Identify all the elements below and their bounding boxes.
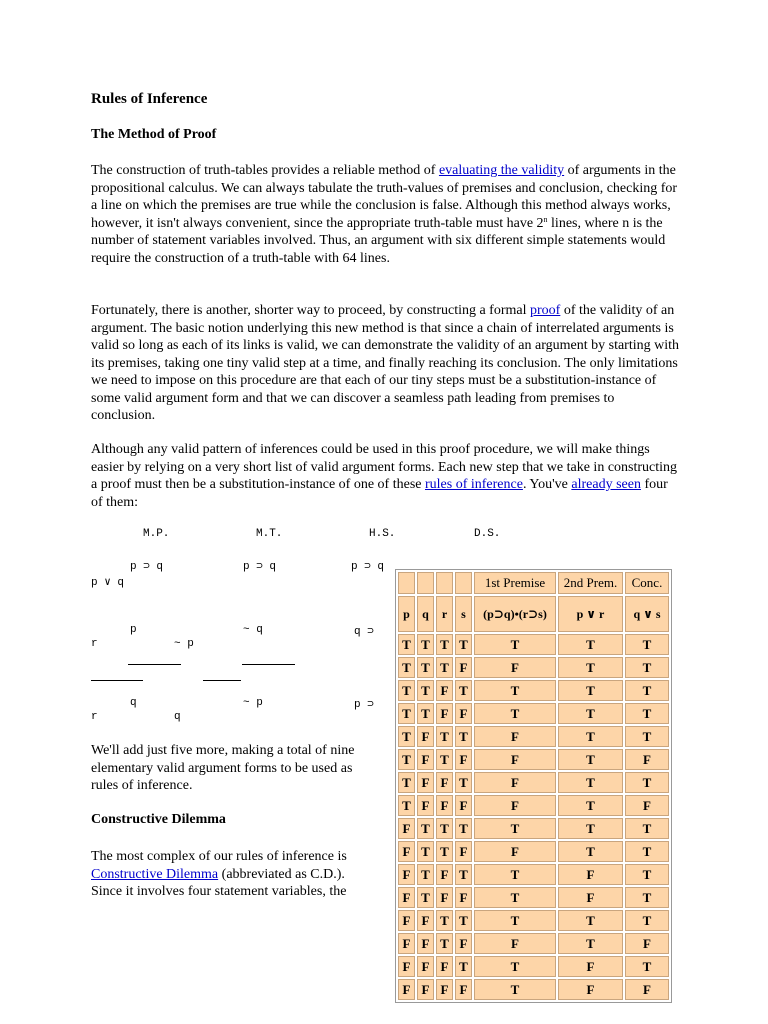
table-cell: F [398,864,415,885]
table-cell: T [474,887,556,908]
ds-premise-1: p ∨ q [91,577,125,589]
superscript-n: n [543,214,548,224]
table-cell: Conc. [625,572,669,594]
table-cell: T [417,657,434,678]
p1-text-a: The construction of truth-tables provides a reliable method of [91,163,439,178]
mt-premise-2: ~ q [243,624,263,636]
table-row [398,910,669,931]
table-cell: T [474,910,556,931]
table-cell: T [417,887,434,908]
table-cell [436,572,453,594]
table-cell: T [558,818,623,839]
table-cell: F [436,887,453,908]
table-cell: F [436,956,453,977]
p5-text-b: (abbreviated as C.D.). Since it involves four statement variables, the [91,866,347,899]
table-cell: T [436,933,453,954]
table-cell: T [625,818,669,839]
p3-text-b: . You've [522,477,572,492]
table-cell: F [474,795,556,816]
ds-rule-line [203,680,241,681]
table-cell: T [398,795,415,816]
table-row [398,657,669,678]
table-row [398,933,669,954]
table-cell [455,572,472,594]
table-cell [417,572,434,594]
table-cell: F [436,795,453,816]
link-evaluating-validity[interactable]: evaluating the validity [438,163,565,178]
hs-conclusion-cont: r [91,711,98,723]
table-cell: T [474,634,556,655]
mp-premise-1: p ⊃ q [130,561,164,573]
table-cell: F [436,979,453,1000]
table-cell: T [455,726,472,747]
table-cell: F [455,749,472,770]
table-cell: T [398,680,415,701]
table-cell: F [398,818,415,839]
table-cell: T [398,772,415,793]
table-cell: T [625,680,669,701]
table-cell: T [558,933,623,954]
table-cell: p [398,596,415,632]
table-row [398,864,669,885]
table-cell: F [474,749,556,770]
table-cell: T [474,680,556,701]
table-cell: F [474,726,556,747]
table-cell: F [398,956,415,977]
ds-premise-2: ~ p [174,638,194,650]
table-cell: T [436,910,453,931]
table-cell: F [474,841,556,862]
table-cell: T [474,703,556,724]
table-cell: T [455,818,472,839]
table-cell: 2nd Prem. [558,572,623,594]
mt-conclusion: ~ p [243,697,263,709]
table-row [398,726,669,747]
table-cell: T [625,726,669,747]
table-cell: T [417,634,434,655]
form-label-mp: M.P. [143,528,170,540]
table-cell: F [455,933,472,954]
table-cell: F [398,933,415,954]
link-already-seen[interactable]: already seen [571,477,641,492]
table-cell: s [455,596,472,632]
link-proof[interactable]: proof [530,303,561,318]
table-cell: F [417,956,434,977]
table-row [398,634,669,655]
table-cell: T [455,634,472,655]
table-cell: 1st Premise [474,572,556,594]
form-label-ds: D.S. [474,528,501,540]
table-cell: F [436,864,453,885]
table-cell: F [474,772,556,793]
table-cell: F [625,749,669,770]
table-cell: F [398,910,415,931]
paragraph-formal-proof [91,302,681,425]
table-cell: F [625,795,669,816]
table-cell: F [474,933,556,954]
table-cell: F [417,749,434,770]
table-row [398,749,669,770]
table-cell: T [558,795,623,816]
table-cell: T [436,749,453,770]
table-row [398,841,669,862]
table-cell: T [625,864,669,885]
ds-conclusion: q [174,711,181,723]
hs-premise-1: p ⊃ q [351,561,385,573]
table-cell: F [398,979,415,1000]
mt-premise-1: p ⊃ q [243,561,277,573]
table-cell: T [625,841,669,862]
mp-conclusion: q [130,697,137,709]
table-cell: F [436,680,453,701]
table-cell: F [455,979,472,1000]
table-header-row [398,572,669,594]
p5-text-a: The most complex of our rules of inference is [91,849,347,864]
link-rules-of-inference[interactable]: rules of inference [424,477,523,492]
table-cell: T [436,818,453,839]
table-cell: T [558,772,623,793]
table-cell: F [625,933,669,954]
table-cell: T [474,979,556,1000]
table-cell: T [558,726,623,747]
table-cell: T [625,910,669,931]
p1-text-b: of arguments in the propositional calculus. We can always tabulate the truth-values of premises and conclusion, checking for a line on which the premises are true while the conclusion is false. Although this method always works, however, it isn't always convenient, since the appropriate truth-table must have 2 [91,163,678,231]
table-cell: T [398,657,415,678]
paragraph-constructive-dilemma [91,848,376,901]
table-cell: T [417,818,434,839]
table-cell: F [417,726,434,747]
table-variable-row [398,596,669,632]
table-cell: T [625,956,669,977]
table-cell: T [558,749,623,770]
table-row [398,956,669,977]
table-cell: T [625,634,669,655]
table-cell: F [455,657,472,678]
table-cell: F [455,841,472,862]
table-row [398,703,669,724]
table-cell: F [474,657,556,678]
table-row [398,795,669,816]
table-cell: T [398,749,415,770]
link-constructive-dilemma[interactable]: Constructive Dilemma [91,866,219,882]
table-cell: T [558,841,623,862]
form-label-mt: M.T. [256,528,283,540]
section-heading-method-of-proof: The Method of Proof [91,127,217,142]
table-cell: F [436,772,453,793]
table-row [398,979,669,1000]
table-cell: F [455,887,472,908]
table-cell: T [558,634,623,655]
table-cell: T [455,910,472,931]
table-cell: T [455,772,472,793]
table-cell: F [417,772,434,793]
table-cell: F [398,887,415,908]
table-cell: T [398,726,415,747]
mt-rule-line [242,664,295,665]
table-cell: T [558,680,623,701]
table-cell: T [417,864,434,885]
hs-premise-2: q ⊃ [354,626,374,638]
table-cell: T [436,657,453,678]
form-label-hs: H.S. [369,528,396,540]
hs-premise-2-cont: r [91,638,98,650]
table-cell: T [455,864,472,885]
table-cell: F [417,795,434,816]
table-cell: T [625,772,669,793]
table-cell: T [558,703,623,724]
p2-text-b: of the validity of an argument. The basic notion underlying this new method is that since a chain of interrelated arguments is valid so long as each of its links is valid, we can demonstrate the validity of an argument by starting with its premises, taking one tiny valid step at a time, and finally reaching its conclusion. The only limitations we need to impose on this procedure are that each of our tiny steps must be a substitution-instance of some valid argument form and that we can discover a seamless path leading from premises to conclusion. [91,303,680,423]
hs-rule-line [91,680,143,681]
table-cell: F [625,979,669,1000]
table-cell: T [625,657,669,678]
table-row [398,818,669,839]
table-cell: F [417,910,434,931]
table-cell: p ∨ r [558,596,623,632]
paragraph-five-more: We'll add just five more, making a total of nine elementary valid argument forms to be used as rules of inference. [91,743,355,793]
page-title: Rules of Inference [91,91,208,107]
table-cell: T [398,703,415,724]
table-cell: F [558,864,623,885]
paragraph-valid-forms [91,441,681,511]
table-cell: F [436,703,453,724]
table-cell: T [558,657,623,678]
table-cell: T [417,680,434,701]
table-cell: T [474,864,556,885]
table-cell: F [455,703,472,724]
table-cell: T [455,680,472,701]
table-cell: T [474,956,556,977]
table-cell: T [417,703,434,724]
table-cell: F [558,887,623,908]
table-cell: F [398,841,415,862]
table-cell: (p⊃q)•(r⊃s) [474,596,556,632]
table-cell: F [455,795,472,816]
paragraph-truth-tables [91,162,681,267]
table-cell: T [455,956,472,977]
table-row [398,680,669,701]
table-row [398,772,669,793]
table-cell: T [474,818,556,839]
table-cell: q [417,596,434,632]
table-cell: F [558,979,623,1000]
table-cell: F [417,933,434,954]
table-cell: T [436,726,453,747]
table-cell: F [558,956,623,977]
table-cell: T [417,841,434,862]
table-row [398,887,669,908]
table-cell: T [558,910,623,931]
table-cell: T [436,634,453,655]
p1-text-c: lines, where n is the number of statement variables involved. Thus, an argument with six different simple statements would require the construction of a truth-table with 64 lines. [91,215,666,266]
p3-text-a: Although any valid pattern of inferences could be used in this proof procedure, we will make things easier by relying on a very short list of valid argument forms. Each new step that we take in constructing a proof must then be a substitution-instance of one of these [91,442,678,492]
p3-text-c: four of them: [91,477,668,510]
table-cell: T [625,703,669,724]
mp-premise-2: p [130,624,137,636]
section-heading-constructive-dilemma: Constructive Dilemma [91,812,226,827]
table-cell: r [436,596,453,632]
table-cell: T [398,634,415,655]
truth-table [395,569,672,1003]
table-cell: q ∨ s [625,596,669,632]
table-cell: T [436,841,453,862]
table-cell [398,572,415,594]
hs-conclusion: p ⊃ [354,699,374,711]
p2-text-a: Fortunately, there is another, shorter way to proceed, by constructing a formal [91,303,531,318]
table-cell: T [625,887,669,908]
mp-rule-line [128,664,181,665]
table-cell: F [417,979,434,1000]
